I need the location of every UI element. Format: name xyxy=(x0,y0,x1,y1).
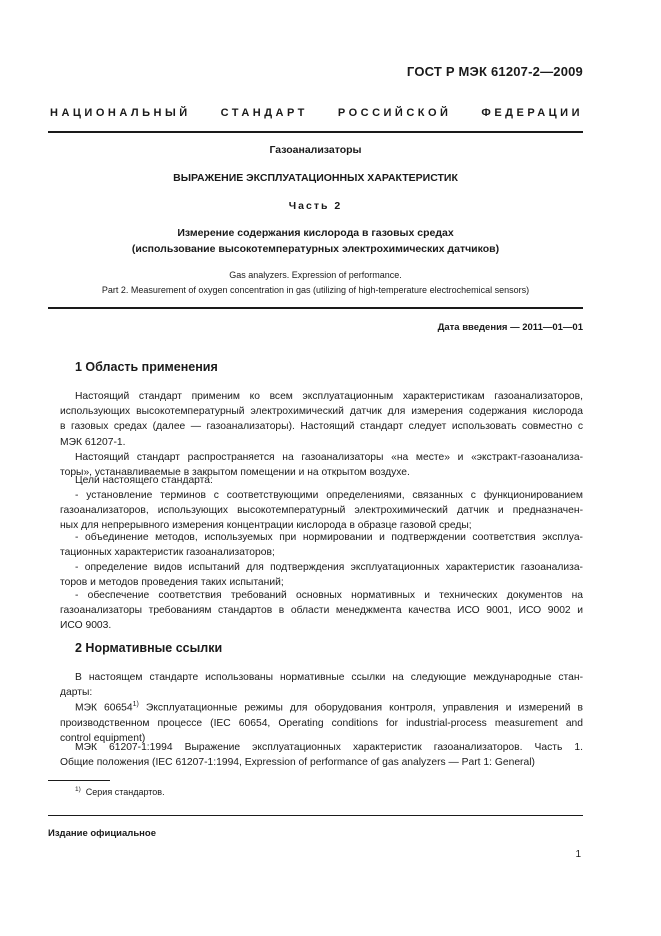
subtitle-line-2: (использование высокотемпературных электрохимических датчиков) xyxy=(131,243,500,255)
line xyxy=(60,697,583,716)
title-line-1: Газоанализаторы xyxy=(269,144,362,156)
section-2-heading: 2 Нормативные ссылки xyxy=(75,641,223,655)
line: ИСО 9003. xyxy=(60,620,112,632)
line: МЭК 61207-1. xyxy=(60,436,126,448)
footnote-rule xyxy=(48,780,110,781)
line: в газовых средах (далее — газоанализаторы). Настоящий стандарт следует использовать совместно с xyxy=(60,421,583,433)
top-rule xyxy=(48,131,583,133)
line: control equipment) xyxy=(60,732,146,744)
line: торы», устанавливаемые в закрытом помещении и на открытом воздухе. xyxy=(60,467,410,479)
line: В настоящем стандарте использованы нормативные ссылки на следующие международные стан- xyxy=(75,672,583,683)
national-standard-title: НАЦИОНАЛЬНЫЙ СТАНДАРТ РОССИЙСКОЙ ФЕДЕРАЦИИ xyxy=(50,107,583,119)
line: торов и методов проведения таких испытаний; xyxy=(60,577,284,589)
edition-label: Издание официальное xyxy=(48,828,156,839)
bottom-rule xyxy=(48,815,583,816)
english-title xyxy=(48,268,583,298)
document-code: ГОСТ Р МЭК 61207-2—2009 xyxy=(406,64,583,79)
subtitle xyxy=(48,225,583,257)
line: Общие положения (IEC 61207-1:1994, Expression of performance of gas analyzers — Part 1: General) xyxy=(60,757,535,769)
section-1-para-7 xyxy=(60,588,583,634)
reference-code: МЭК 60654 xyxy=(75,702,133,714)
section-1-para-6 xyxy=(60,560,583,590)
line: дарты: xyxy=(60,687,93,699)
line: ных для непрерывного измерения концентрации кислорода в образце газовой среды; xyxy=(60,520,472,532)
line: - обеспечение соответствия требований основных нормативных и технических документов на xyxy=(75,590,583,601)
reference-iec-61207-1 xyxy=(60,740,583,770)
line: Цели настоящего стандарта: xyxy=(75,475,213,486)
page-number: 1 xyxy=(575,849,581,860)
footnote-reference: 1) xyxy=(132,701,139,708)
line: тационных характеристик газоанализаторов; xyxy=(60,547,275,559)
line: Настоящий стандарт применим ко всем эксплуатационным характеристикам газоанализаторов, xyxy=(75,391,583,402)
line: газоанализаторов, использующих высокотемпературный электрохимический датчик и предназначен- xyxy=(60,505,583,517)
footnote-text: Серия стандартов. xyxy=(85,787,165,797)
line: - определение видов испытаний для подтверждения эксплуатационных характеристик газоанализа- xyxy=(75,562,583,573)
line: - установление терминов с соответствующими определениями, связанных с функционированием xyxy=(75,490,583,501)
footnote xyxy=(75,786,165,797)
title-part: Часть 2 xyxy=(288,200,343,212)
section-1-para-3 xyxy=(60,473,583,488)
introduction-date: Дата введения — 2011—01—01 xyxy=(437,322,583,333)
subtitle-line-1: Измерение содержания кислорода в газовых средах xyxy=(177,227,454,239)
reference-text: Эксплуатационные режимы для оборудования контроля, управления и измерений в xyxy=(138,702,583,714)
section-1-para-5 xyxy=(60,530,583,560)
section-1-para-4 xyxy=(60,488,583,534)
reference-iec-60654 xyxy=(60,697,583,746)
line: - объединение методов, используемых при нормировании и подтверждении соответствия эксплуа- xyxy=(75,532,583,543)
line: производственном процессе (IEC 60654, Operating conditions for industrial-process measurement and xyxy=(60,717,583,729)
line: использующих высокотемпературный электрохимический датчик для измерения содержания кислорода xyxy=(60,406,583,418)
line: газоанализаторы требованиям стандартов в области менеджмента качества ИСО 9001, ИСО 9002 и xyxy=(60,605,583,617)
section-1-heading: 1 Область применения xyxy=(75,360,218,374)
title-line-2: ВЫРАЖЕНИЕ ЭКСПЛУАТАЦИОННЫХ ХАРАКТЕРИСТИК xyxy=(173,172,458,184)
english-title-line-1: Gas analyzers. Expression of performance. xyxy=(229,270,402,280)
middle-rule xyxy=(48,307,583,309)
line: МЭК 61207-1:1994 Выражение эксплуатационных характеристик газоанализаторов. Часть 1. xyxy=(75,742,583,753)
section-2-para-1 xyxy=(60,670,583,700)
footnote-mark: 1) xyxy=(75,786,81,793)
line: Настоящий стандарт распространяется на газоанализаторы «на месте» и «экстракт-газоанализа- xyxy=(75,452,583,463)
english-title-line-2: Part 2. Measurement of oxygen concentration in gas (utilizing of high-temperature electrochemical sensors) xyxy=(101,285,530,295)
section-1-para-1 xyxy=(60,389,583,450)
